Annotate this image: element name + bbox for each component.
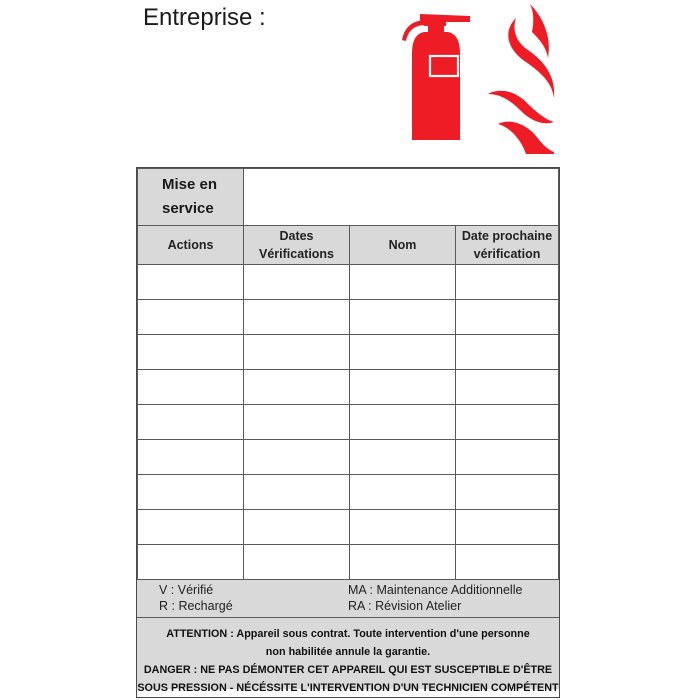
table-cell-dates[interactable] bbox=[244, 370, 350, 405]
warning-notice bbox=[137, 618, 559, 694]
legend-verifie: V : Vérifié bbox=[159, 583, 214, 597]
table-cell-date-prochaine[interactable] bbox=[456, 475, 559, 510]
table-cell-dates[interactable] bbox=[244, 440, 350, 475]
table-cell-nom[interactable] bbox=[350, 300, 456, 335]
table-row bbox=[138, 300, 559, 335]
fire-extinguisher-icon bbox=[398, 8, 474, 144]
column-header-date-prochaine: Date prochaine vérification bbox=[456, 226, 559, 265]
table-cell-dates[interactable] bbox=[244, 475, 350, 510]
flame-icon bbox=[486, 2, 556, 154]
column-header-nom: Nom bbox=[350, 226, 456, 265]
table-row bbox=[138, 335, 559, 370]
table-cell-dates[interactable] bbox=[244, 405, 350, 440]
table-cell-dates[interactable] bbox=[244, 335, 350, 370]
table-cell-dates[interactable] bbox=[244, 510, 350, 545]
entreprise-label: Entreprise : bbox=[143, 4, 266, 31]
verification-card bbox=[136, 167, 560, 698]
column-header-dates-verifications: Dates Vérifications bbox=[244, 226, 350, 265]
table-cell-date-prochaine[interactable] bbox=[456, 405, 559, 440]
table-row bbox=[138, 405, 559, 440]
table-cell-actions[interactable] bbox=[138, 335, 244, 370]
mise-en-service-label bbox=[138, 169, 244, 226]
table-cell-actions[interactable] bbox=[138, 510, 244, 545]
table-row bbox=[138, 475, 559, 510]
table-cell-nom[interactable] bbox=[350, 265, 456, 300]
table-cell-dates[interactable] bbox=[244, 265, 350, 300]
table-cell-dates[interactable] bbox=[244, 545, 350, 580]
column-header-actions: Actions bbox=[138, 226, 244, 265]
mise-en-service-label-line2: service bbox=[162, 200, 214, 217]
danger-line-1: DANGER : NE PAS DÉMONTER CET APPAREIL QUI EST SUSCEPTIBLE D'ÊTRE bbox=[143, 664, 553, 676]
table-cell-nom[interactable] bbox=[350, 335, 456, 370]
table-cell-date-prochaine[interactable] bbox=[456, 265, 559, 300]
verification-table bbox=[137, 168, 559, 580]
table-cell-actions[interactable] bbox=[138, 370, 244, 405]
table-cell-date-prochaine[interactable] bbox=[456, 545, 559, 580]
legend-revision: RA : Révision Atelier bbox=[348, 599, 462, 613]
table-cell-nom[interactable] bbox=[350, 545, 456, 580]
danger-line-2: SOUS PRESSION - NÉCÉSSITE L'INTERVENTION D'UN TECHNICIEN COMPÉTENT bbox=[137, 682, 559, 694]
table-cell-nom[interactable] bbox=[350, 405, 456, 440]
table-cell-date-prochaine[interactable] bbox=[456, 300, 559, 335]
table-cell-date-prochaine[interactable] bbox=[456, 510, 559, 545]
mise-en-service-label-line1: Mise en bbox=[162, 176, 218, 193]
mise-en-service-field[interactable] bbox=[244, 169, 559, 226]
mise-en-service-row bbox=[138, 169, 559, 226]
table-cell-actions[interactable] bbox=[138, 405, 244, 440]
table-cell-date-prochaine[interactable] bbox=[456, 440, 559, 475]
table-row bbox=[138, 510, 559, 545]
column-header-row bbox=[138, 226, 559, 265]
legend bbox=[137, 580, 559, 618]
attention-line-2: non habilitée annule la garantie. bbox=[265, 646, 431, 658]
table-row bbox=[138, 440, 559, 475]
attention-line-1: ATTENTION : Appareil sous contrat. Toute intervention d'une personne bbox=[166, 628, 530, 640]
table-cell-dates[interactable] bbox=[244, 300, 350, 335]
table-row bbox=[138, 265, 559, 300]
table-cell-actions[interactable] bbox=[138, 475, 244, 510]
table-cell-actions[interactable] bbox=[138, 300, 244, 335]
table-cell-nom[interactable] bbox=[350, 510, 456, 545]
table-row bbox=[138, 545, 559, 580]
table-cell-date-prochaine[interactable] bbox=[456, 335, 559, 370]
legend-recharge: R : Rechargé bbox=[159, 599, 233, 613]
table-cell-actions[interactable] bbox=[138, 440, 244, 475]
table-row bbox=[138, 370, 559, 405]
entry-rows bbox=[138, 265, 559, 580]
table-cell-date-prochaine[interactable] bbox=[456, 370, 559, 405]
table-cell-nom[interactable] bbox=[350, 475, 456, 510]
table-cell-actions[interactable] bbox=[138, 265, 244, 300]
table-cell-nom[interactable] bbox=[350, 440, 456, 475]
legend-maintenance: MA : Maintenance Additionnelle bbox=[348, 583, 523, 597]
table-cell-nom[interactable] bbox=[350, 370, 456, 405]
table-cell-actions[interactable] bbox=[138, 545, 244, 580]
